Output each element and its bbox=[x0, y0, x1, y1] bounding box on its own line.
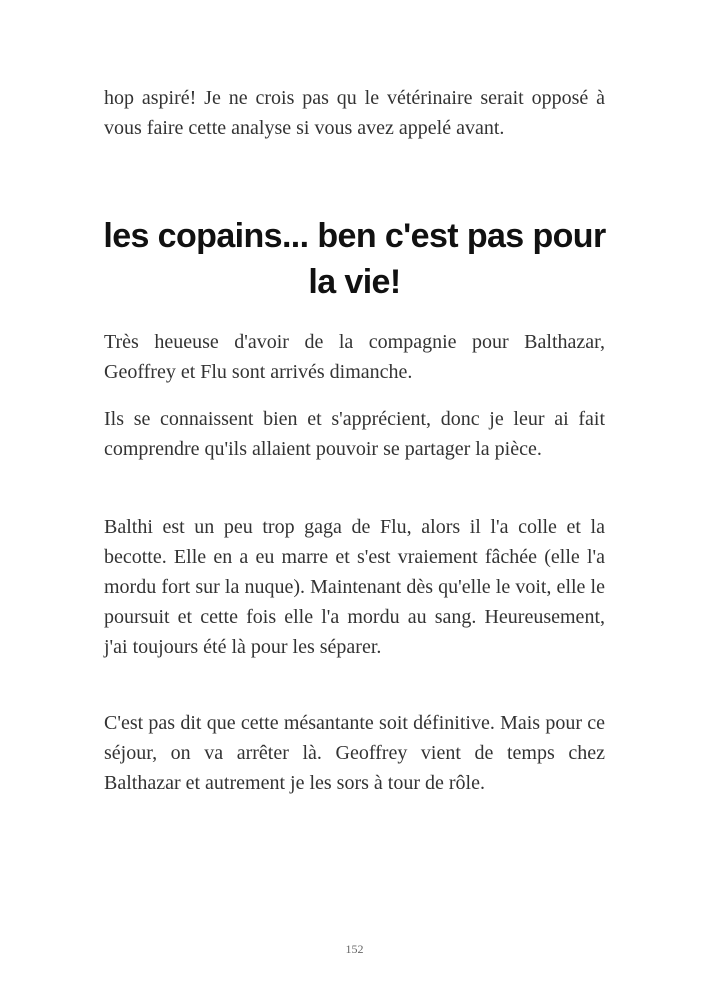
body-paragraph: C'est pas dit que cette mésantante soit définitive. Mais pour ce séjour, on va arrêter là. Geoffrey vient de temps chez Balthazar et autrement je les sors à tour de rôle. bbox=[104, 712, 605, 794]
intro-paragraph: hop aspiré! Je ne crois pas qu le vétérinaire serait opposé à vous faire cette analyse si vous avez appelé avant. bbox=[104, 87, 605, 139]
section-heading: les copains... ben c'est pas pour la vie! bbox=[103, 217, 606, 301]
body-paragraph: Ils se connaissent bien et s'apprécient, donc je leur ai fait comprendre qu'ils allaient pouvoir se partager la pièce. bbox=[104, 408, 605, 460]
page-number: 152 bbox=[345, 942, 364, 956]
body-paragraph: Très heueuse d'avoir de la compagnie pour Balthazar, Geoffrey et Flu sont arrivés dimanche. bbox=[104, 331, 605, 383]
body-paragraph: Balthi est un peu trop gaga de Flu, alors il l'a colle et la becotte. Elle en a eu marre et s'est vraiement fâchée (elle l'a mordu fort sur la nuque). Maintenant dès qu'elle le voit, elle le poursuit et cette fois elle l'a mordu au sang. Heureusement, j'ai toujours été là pour les séparer. bbox=[104, 516, 605, 658]
